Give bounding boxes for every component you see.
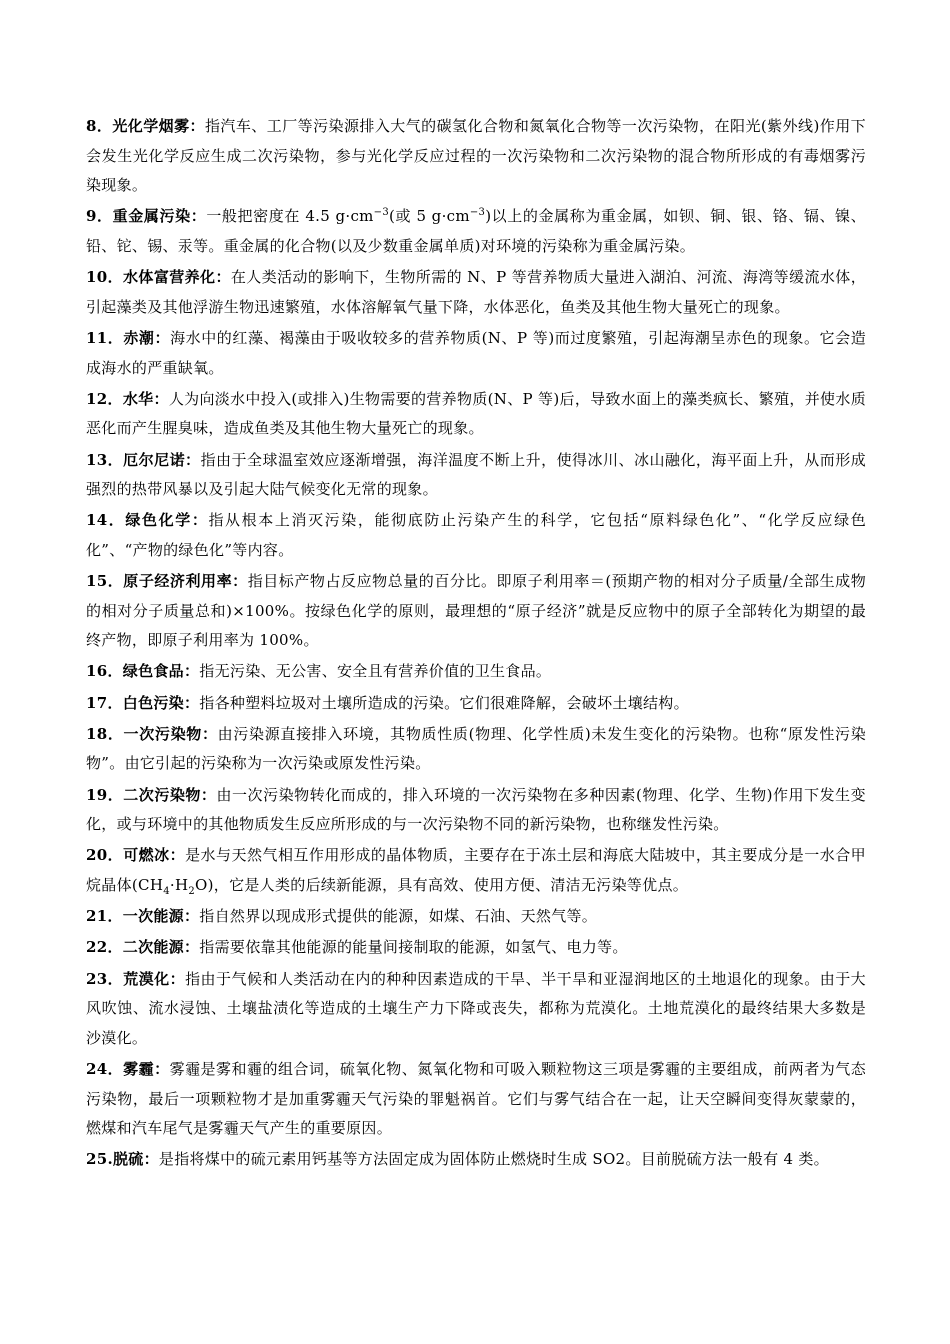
definition-text: 指由于气候和人类活动在内的种种因素造成的干旱、半干旱和亚湿润地区的土地退化的现象。由于大风吹蚀、流水浸蚀、土壤盐渍化等造成的土壤生产力下降或丧失，都称为荒漠化。土地荒漠化的最终结果大多数是沙漠化。: [86, 969, 866, 1047]
term-label: 24．雾霾：: [86, 1059, 170, 1078]
term-label: 17．白色污染：: [86, 693, 200, 712]
term-label: 20．可燃冰：: [86, 846, 186, 865]
entry-15: [86, 567, 866, 656]
document-page: [86, 112, 866, 1176]
entry-24: [86, 1055, 866, 1144]
term-label: 23．荒漠化：: [86, 969, 186, 988]
definition-text: 指汽车、工厂等污染源排入大气的碳氢化合物和氮氧化合物等一次污染物，在阳光(紫外线)作用下会发生光化学反应生成二次污染物，参与光化学反应过程的一次污染物和二次污染物的混合物所形成的有毒烟雾污染现象。: [86, 117, 866, 195]
entry-9: [86, 202, 866, 261]
entry-25: [86, 1145, 866, 1175]
term-label: 19．二次污染物：: [86, 785, 217, 804]
term-label: 12．水华：: [86, 389, 169, 408]
definition-text: 指自然界以现成形式提供的能源，如煤、石油、天然气等。: [199, 907, 598, 926]
definition-text: 指无污染、无公害、安全且有营养价值的卫生食品。: [199, 662, 552, 681]
definition-text: 指由于全球温室效应逐渐增强，海洋温度不断上升，使得冰川、冰山融化，海平面上升，从而形成强烈的热带风暴以及引起大陆气候变化无常的现象。: [86, 450, 866, 499]
definition-text: 指目标产物占反应物总量的百分比。即原子利用率＝(预期产物的相对分子质量/全部生成物的相对分子质量总和)×100%。按绿色化学的原则，最理想的“原子经济”就是反应物中的原子全部转化为期望的最终产物，即原子利用率为 100%。: [86, 572, 866, 650]
entry-18: [86, 720, 866, 779]
term-label: 16．绿色食品：: [86, 662, 200, 681]
entry-23: [86, 965, 866, 1054]
definition-text: 是指将煤中的硫元素用钙基等方法固定成为固体防止燃烧时生成 SO2。目前脱硫方法一般有 4 类。: [158, 1150, 829, 1169]
term-label: 14．绿色化学：: [86, 511, 209, 530]
term-label: 13．厄尔尼诺：: [86, 450, 201, 469]
entry-21: [86, 902, 866, 932]
entry-19: [86, 781, 866, 840]
definition-text: 指各种塑料垃圾对土壤所造成的污染。它们很难降解，会破坏土壤结构。: [199, 693, 689, 712]
definition-text: 指从根本上消灭污染，能彻底防止污染产生的科学，它包括“原料绿色化”、“化学反应绿色化”、“产物的绿色化”等内容。: [86, 511, 866, 559]
definition-text: 雾霾是雾和霾的组合词，硫氧化物、氮氧化物和可吸入颗粒物这三项是雾霾的主要组成，前两者为气态污染物，最后一项颗粒物才是加重雾霾天气污染的罪魁祸首。它们与雾气结合在一起，让天空瞬间变得灰蒙蒙的，燃煤和汽车尾气是雾霾天气产生的重要原因。: [86, 1059, 866, 1138]
term-label: 9．重金属污染：: [86, 207, 207, 226]
entry-12: [86, 385, 866, 444]
term-label: 18．一次污染物：: [86, 724, 218, 743]
definition-text: 海水中的红藻、褐藻由于吸收较多的营养物质(N、P 等)而过度繁殖，引起海潮呈赤色的现象。它会造成海水的严重缺氧。: [86, 328, 866, 377]
term-label: 10．水体富营养化：: [86, 268, 231, 287]
term-label: 11．赤潮：: [86, 328, 171, 347]
term-label: 25.脱硫：: [86, 1150, 159, 1169]
definition-text: 在人类活动的影响下，生物所需的 N、P 等营养物质大量进入湖泊、河流、海湾等缓流水体，引起藻类及其他浮游生物迅速繁殖，水体溶解氧气量下降，水体恶化，鱼类及其他生物大量死亡的现象。: [86, 268, 866, 316]
definition-text: 一般把密度在 4.5 $g\cdot cm^{-3}$(或 5 $g\cdot cm^{-3}$)以上的金属称为重金属，如钡、铜、银、铬、镉、镍、铅、铊、锡、汞等。重金属的化合物(以及少数重金属单质)对环境的污染称为重金属污染。: [86, 207, 866, 255]
entry-13: [86, 446, 866, 505]
definition-text: 由一次污染物转化而成的，排入环境的一次污染物在多种因素(物理、化学、生物)作用下发生变化，或与环境中的其他物质发生反应所形成的与一次污染物不同的新污染物，也称继发性污染。: [86, 785, 866, 834]
definition-text: 是水与天然气相互作用形成的晶体物质，主要存在于冻土层和海底大陆坡中，其主要成分是一水合甲烷晶体$(CH_4\cdot H_2O)$，它是人类的后续新能源，具有高效、使用方便、清洁无污染等优点。: [86, 846, 866, 897]
definition-text: 人为向淡水中投入(或排入)生物需要的营养物质(N、P 等)后，导致水面上的藻类疯长、繁殖，并使水质恶化而产生腥臭味，造成鱼类及其他生物大量死亡的现象。: [86, 389, 866, 438]
entry-20: [86, 841, 866, 900]
term-label: 8．光化学烟雾：: [86, 117, 205, 135]
term-label: 22．二次能源：: [86, 938, 200, 957]
term-label: 21．一次能源：: [86, 907, 200, 926]
entry-8: [86, 112, 866, 201]
entry-22: [86, 933, 866, 963]
entry-10: [86, 263, 866, 322]
definition-text: 指需要依靠其他能源的能量间接制取的能源，如氢气、电力等。: [199, 938, 628, 957]
entry-14: [86, 506, 866, 565]
entry-11: [86, 324, 866, 383]
definition-text: 由污染源直接排入环境，其物质性质(物理、化学性质)未发生变化的污染物。也称“原发性污染物”。由它引起的污染称为一次污染或原发性污染。: [86, 724, 866, 773]
entry-16: [86, 657, 866, 687]
term-label: 15．原子经济利用率：: [86, 572, 248, 591]
entry-17: [86, 689, 866, 719]
